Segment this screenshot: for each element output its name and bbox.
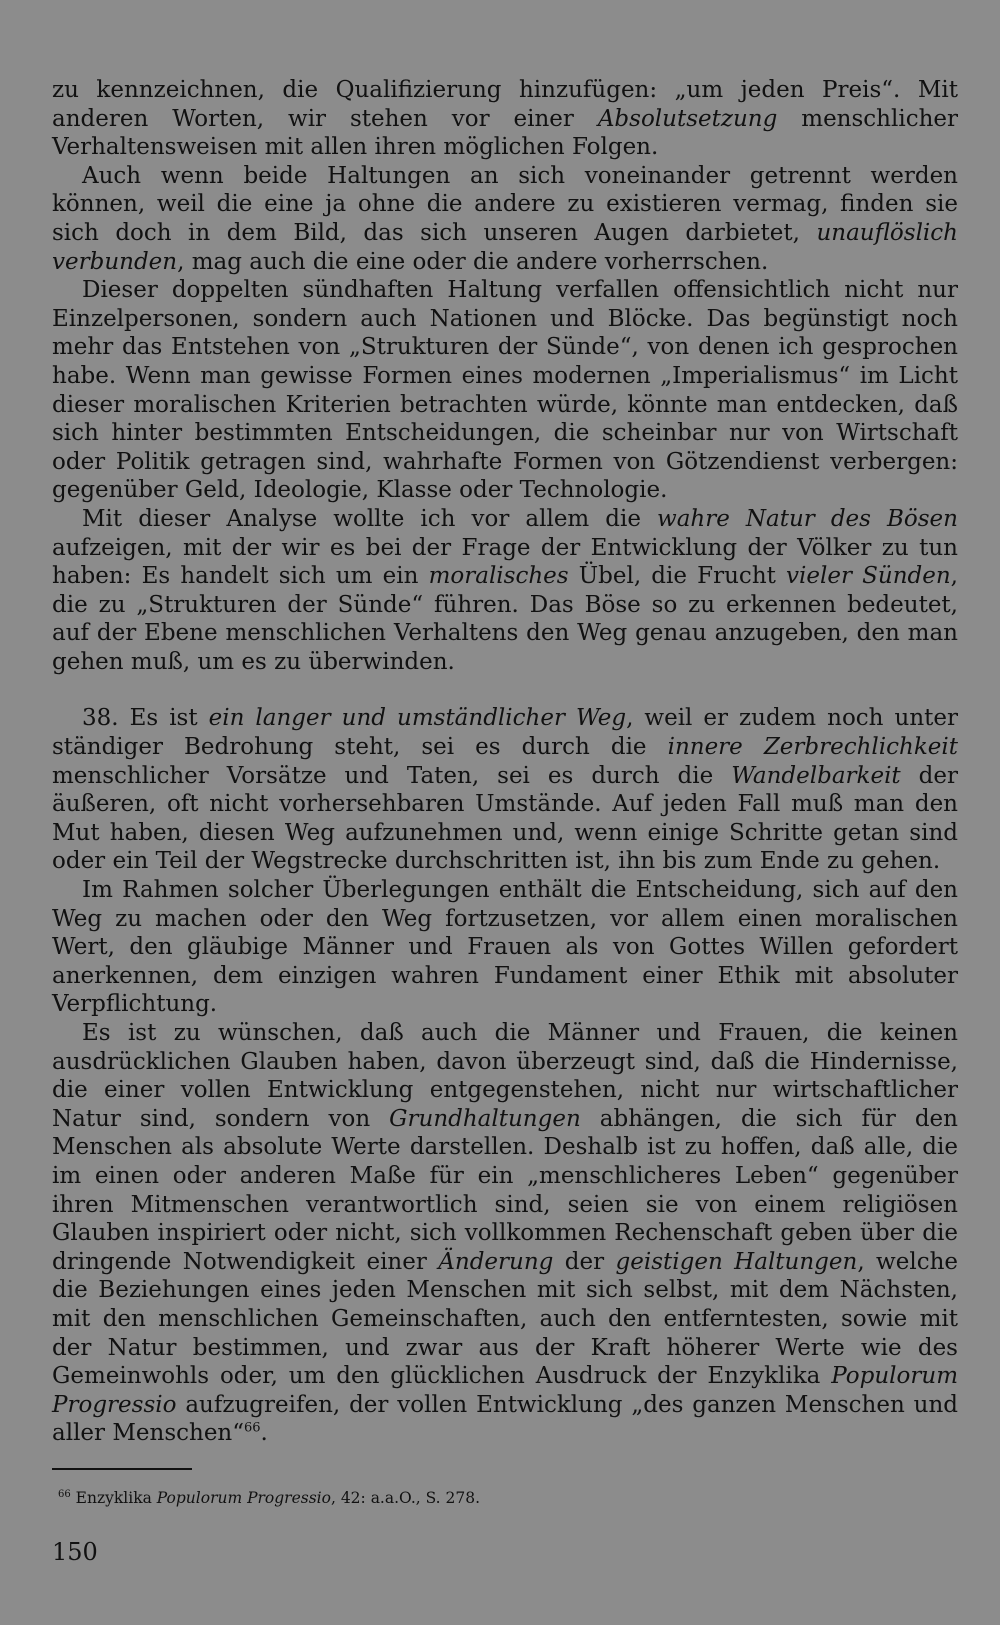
emphasis-text: unauflöslich verbunden [52, 219, 958, 275]
emphasis-text: Grundhaltungen [389, 1105, 581, 1132]
text-segment: aufzeigen, mit der wir es bei der Frage der Entwicklung der Völker zu tun haben: Es handelt sich um ein [52, 534, 958, 590]
footnote-rule [52, 1468, 192, 1470]
text-segment: , welche die Beziehungen eines jeden Menschen mit sich selbst, mit dem Nächsten, mit den menschlichen Gemeinschaften, auch den entferntesten, sowie mit der Natur bestimmen, und zwar aus der Kraft höherer Werte wie des Gemeinwohls oder, um den glücklichen Ausdruck der Enzyklika [52, 1248, 959, 1390]
emphasis-text: Populorum Progressio [52, 1363, 958, 1418]
text-segment: abhängen, die sich für den Menschen als absolute Werte darstellen. Deshalb ist zu hoffen, daß alle, die im einen oder anderen Maße für ein „menschlicheres Leben“ gegenüber ihren Mitmenschen verantwortlich sind, seien sie von einem religiösen Glauben inspiriert oder nicht, sich vollkommen Rechenschaft geben über die dringende Notwendigkeit einer [52, 1105, 958, 1275]
text-segment: , mag auch die eine oder die andere vorherrschen. [177, 248, 769, 275]
text-segment: menschlicher Vorsätze und Taten, sei es durch die [52, 762, 732, 789]
paragraph-p3 [52, 276, 958, 505]
text-segment: Es ist zu wünschen, daß auch die Männer und Frauen, die keinen ausdrücklichen Glauben haben, davon überzeugt sind, daß die Hindernisse, die einer vollen Entwicklung entgegenstehen, nicht nur wirtschaftlicher Natur sind, sondern von [52, 1020, 958, 1132]
emphasis-text: ein langer und umständlicher Weg [208, 705, 627, 732]
footnote-prefix: Enzyklika [70, 1489, 157, 1507]
text-segment: zu kennzeichnen, die Qualifizierung hinzufügen: „um jeden Preis“. Mit anderen Worten, wir stehen vor einer [52, 77, 958, 132]
footnote-work-title: Populorum Progressio [156, 1489, 331, 1507]
paragraph-p4 [52, 505, 958, 677]
text-segment: der äußeren, oft nicht vorhersehbaren Umstände. Auf jeden Fall muß man den Mut haben, diesen Weg aufzunehmen und, wenn einige Schritte getan sind oder ein Teil der Wegstrecke durchschritten ist, ihn bis zum Ende zu gehen. [52, 762, 958, 875]
emphasis-text: moralisches [428, 563, 569, 590]
paragraph-p2 [52, 162, 958, 276]
emphasis-text: vieler Sünden [786, 563, 951, 590]
emphasis-text: geistigen Haltungen [615, 1248, 858, 1275]
emphasis-text: Wandelbarkeit [731, 762, 901, 789]
section-gap [52, 676, 958, 704]
footnote-marker: 66 [58, 1488, 71, 1500]
page-number: 150 [52, 1538, 98, 1566]
emphasis-text: Absolutsetzung [597, 105, 778, 132]
text-segment: Dieser doppelten sündhaften Haltung verfallen offensichtlich nicht nur Einzelpersonen, sondern auch Nationen und Blöcke. Das begünstigt noch mehr das Entstehen von „Strukturen der Sünde“, von denen ich gesprochen habe. Wenn man gewisse Formen eines modernen „Imperialismus“ im Licht dieser moralischen Kriterien betrachten würde, könnte man entdecken, daß sich hinter bestimmten Entscheidungen, die scheinbar nur von Wirtschaft oder Politik getragen sind, wahrhafte Formen von Götzendienst verbergen: gegenüber Geld, Ideologie, Klasse oder Technologie. [52, 277, 958, 504]
body-text [52, 76, 958, 1448]
text-segment: 38. Es ist [82, 705, 209, 732]
text-segment: der [553, 1248, 616, 1275]
text-segment: aufzugreifen, der vollen Entwicklung „des ganzen Menschen und aller Menschen“ [52, 1391, 958, 1447]
text-segment: , weil er zudem noch unter ständiger Bedrohung steht, sei es durch die [52, 705, 958, 761]
emphasis-text: Änderung [438, 1248, 554, 1275]
text-segment: menschlicher Verhaltensweisen mit allen ihren möglichen Folgen. [52, 105, 958, 161]
text-segment: Im Rahmen solcher Überlegungen enthält die Entscheidung, sich auf den Weg zu machen oder den Weg fortzusetzen, vor allem einen moralischen Wert, den gläubige Männer und Frauen als von Gottes Willen gefordert anerkennen, dem einzigen wahren Fundament einer Ethik mit absoluter Verpflichtung. [52, 877, 958, 1018]
emphasis-text: wahre Natur des Bösen [657, 505, 958, 532]
footnote-citation: , 42: a.a.O., S. 278. [330, 1489, 481, 1507]
footnote [58, 1488, 938, 1508]
text-segment: , die zu „Strukturen der Sünde“ führen. Das Böse so zu erkennen bedeutet, auf der Ebene menschlichen Verhaltens den Weg genau anzugeben, den man gehen muß, um es zu überwinden. [52, 563, 958, 675]
text-segment: . [260, 1420, 268, 1447]
paragraph-p5 [52, 704, 958, 876]
paragraph-p7 [52, 1019, 958, 1448]
paragraph-p1 [52, 76, 958, 162]
text-segment: Mit dieser Analyse wollte ich vor allem die [82, 505, 658, 532]
text-segment: Auch wenn beide Haltungen an sich voneinander getrennt werden können, weil die eine ja ohne die andere zu existieren vermag, finden sie sich doch in dem Bild, das sich unseren Augen darbietet, [52, 162, 958, 246]
footnote-reference: 66 [244, 1420, 261, 1436]
paragraph-p6 [52, 876, 958, 1019]
emphasis-text: innere Zerbrechlichkeit [667, 734, 958, 761]
text-segment: Übel, die Frucht [568, 563, 787, 590]
